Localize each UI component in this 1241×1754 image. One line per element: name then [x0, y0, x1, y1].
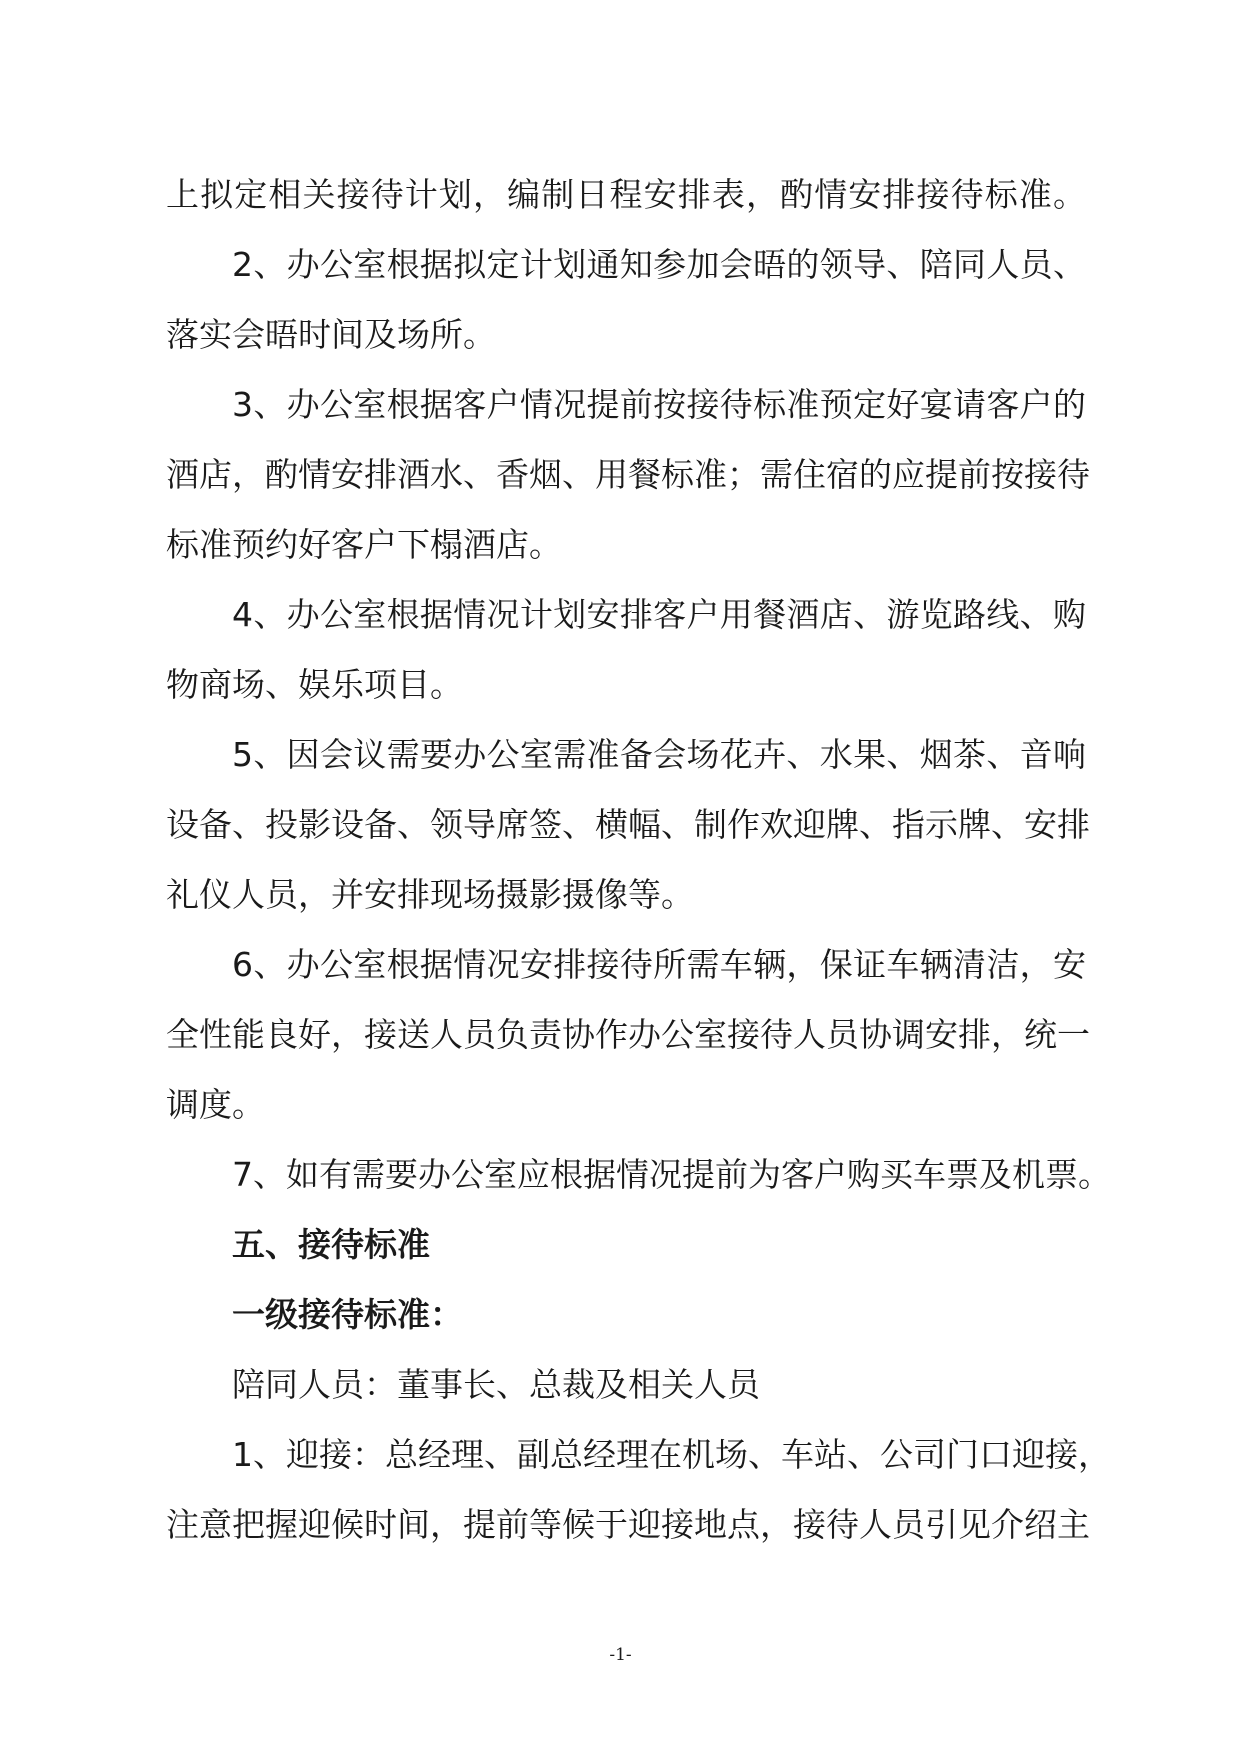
paragraph-line: 调度。 — [166, 1085, 265, 1124]
paragraph-line: 1、迎接：总经理、副总经理在机场、车站、公司门口迎接， — [232, 1435, 1111, 1474]
paragraph-line: 设备、投影设备、领导席签、横幅、制作欢迎牌、指示牌、安排 — [166, 805, 1090, 844]
paragraph-line: 7、如有需要办公室应根据情况提前为客户购买车票及机票。 — [232, 1155, 1111, 1194]
paragraph-line: 5、因会议需要办公室需准备会场花卉、水果、烟茶、音响 — [232, 735, 1086, 774]
paragraph-line: 落实会晤时间及场所。 — [166, 315, 496, 354]
paragraph-line: 4、办公室根据情况计划安排客户用餐酒店、游览路线、购 — [232, 595, 1086, 634]
paragraph-line: 酒店，酌情安排酒水、香烟、用餐标准；需住宿的应提前按接待 — [166, 455, 1090, 494]
paragraph-line: 3、办公室根据客户情况提前按接待标准预定好宴请客户的 — [232, 385, 1086, 424]
paragraph-line: 标准预约好客户下榻酒店。 — [166, 525, 562, 564]
paragraph-line: 2、办公室根据拟定计划通知参加会晤的领导、陪同人员、 — [232, 245, 1086, 284]
paragraph-line: 全性能良好，接送人员负责协作办公室接待人员协调安排，统一 — [166, 1015, 1090, 1054]
document-body — [166, 160, 1111, 1560]
page-number: -1- — [609, 1645, 632, 1665]
paragraph-line: 注意把握迎候时间，提前等候于迎接地点，接待人员引见介绍主 — [166, 1505, 1090, 1544]
paragraph-line: 6、办公室根据情况安排接待所需车辆，保证车辆清洁，安 — [232, 945, 1086, 984]
paragraph-line: 物商场、娱乐项目。 — [166, 665, 463, 704]
paragraph-line: 上拟定相关接待计划，编制日程安排表，酌情安排接待标准。 — [166, 175, 1086, 214]
section-heading: 五、接待标准 — [232, 1225, 430, 1264]
subsection-heading: 一级接待标准： — [232, 1295, 463, 1334]
paragraph-line: 礼仪人员，并安排现场摄影摄像等。 — [166, 875, 694, 914]
paragraph-line: 陪同人员：董事长、总裁及相关人员 — [232, 1365, 760, 1404]
